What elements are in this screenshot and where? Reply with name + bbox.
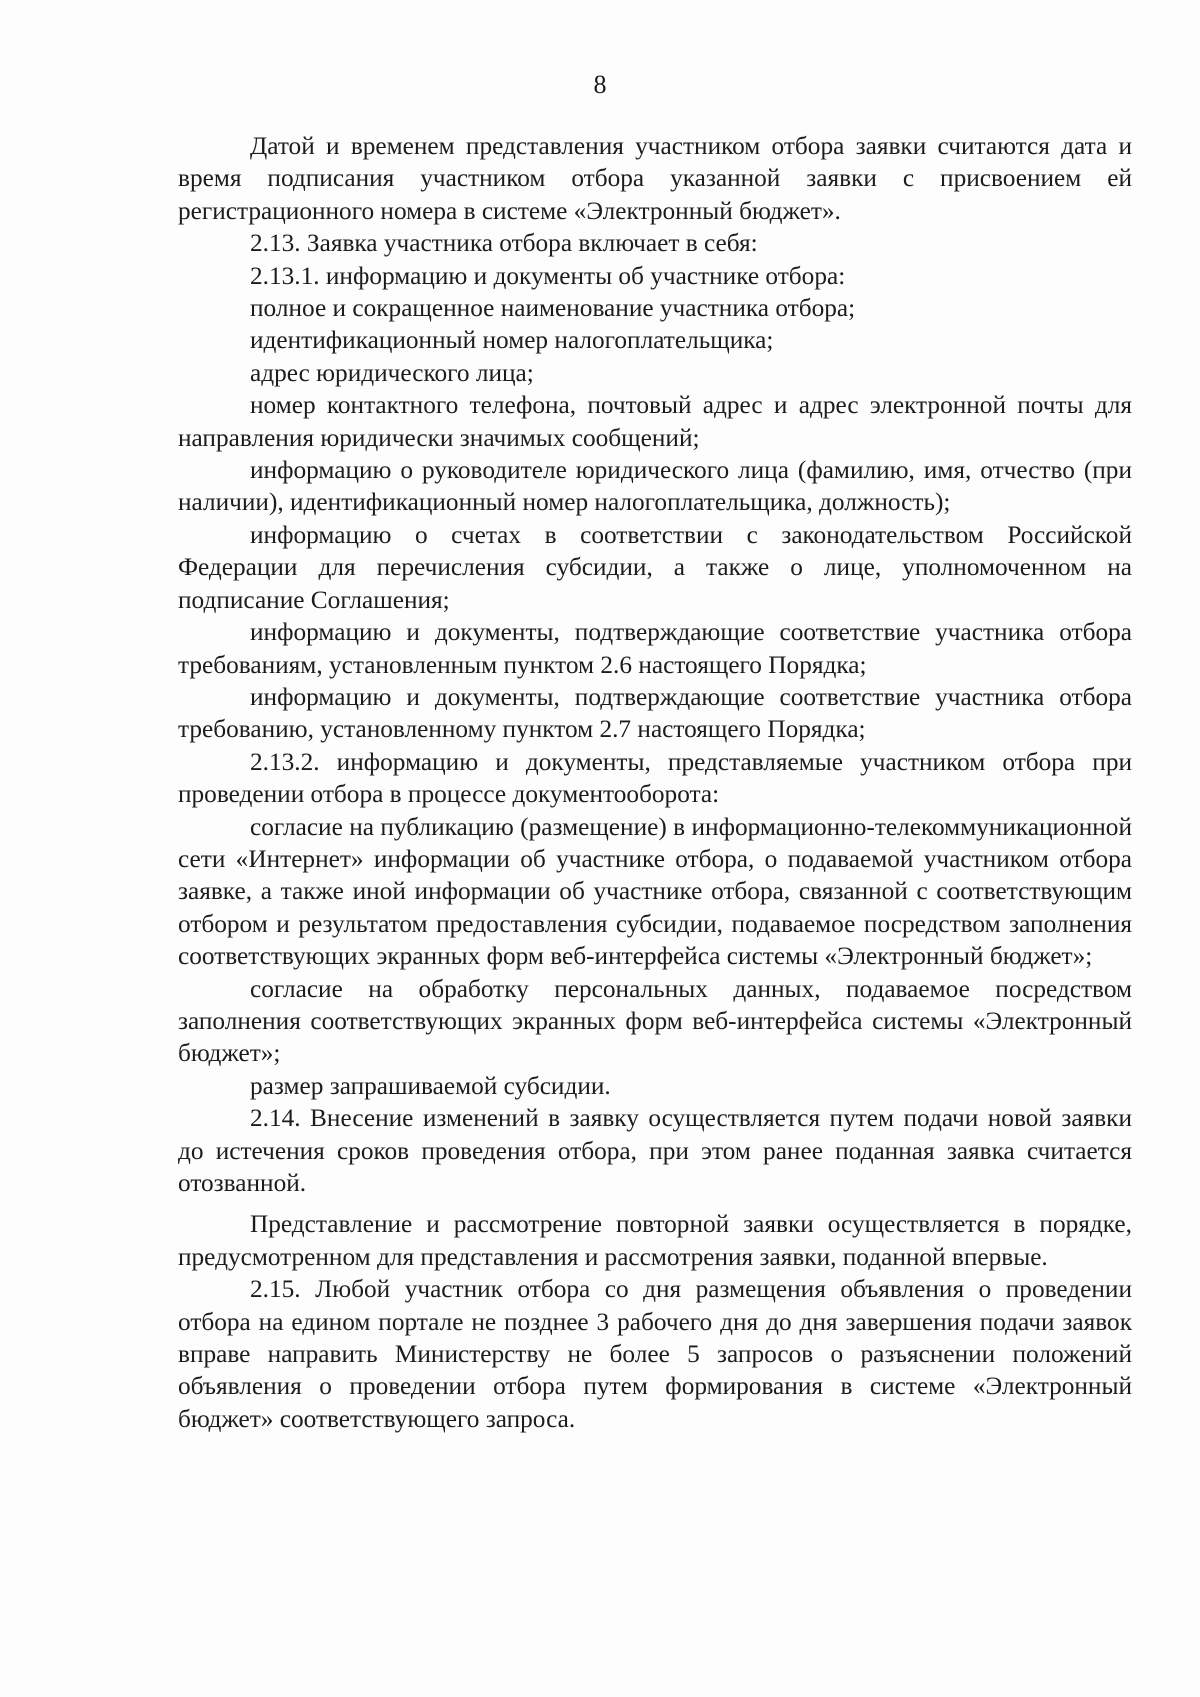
paragraph-2-14: 2.14. Внесение изменений в заявку осуществляется путем подачи новой заявки до истечения сроков проведения отбора, при этом ранее поданная заявка считается отозванной.: [178, 1104, 1132, 1197]
list-item-inn: идентификационный номер налогоплательщика;: [250, 326, 774, 355]
list-item-subsidy-amount: размер запрашиваемой субсидии.: [250, 1071, 611, 1100]
list-item-contacts: номер контактного телефона, почтовый адрес и адрес электронной почты для направления юридически значимых сообщений;: [178, 391, 1132, 452]
list-item-personal-data-consent: согласие на обработку персональных данных, подаваемое посредством заполнения соответствующих экранных форм веб-интерфейса системы «Электронный бюджет»;: [178, 974, 1132, 1068]
list-item-accounts: информацию о счетах в соответствии с законодательством Российской Федерации для перечисления субсидии, а также о лице, уполномоченном на подписание Соглашения;: [178, 520, 1132, 614]
paragraph-2-13-1: 2.13.1. информацию и документы об участнике отбора:: [250, 261, 846, 290]
document-body: [178, 130, 1132, 1435]
page-number: 8: [593, 70, 607, 99]
paragraph-2-13: 2.13. Заявка участника отбора включает в себя:: [250, 229, 758, 258]
list-item-publication-consent: согласие на публикацию (размещение) в информационно-телекоммуникационной сети «Интернет» информации об участнике отбора, о подаваемой участником отбора заявке, а также иной информации об участнике отбора, связанной с соответствующим отбором и результатом предоставления субсидии, подаваемое посредством заполнения соответствующих экранных форм веб-интерфейса системы «Электронный бюджет»;: [178, 812, 1132, 971]
list-item-requirement-2-7: информацию и документы, подтверждающие соответствие участника отбора требованию, установленному пунктом 2.7 настоящего Порядка;: [178, 682, 1132, 744]
paragraph-repeat-application: Представление и рассмотрение повторной заявки осуществляется в порядке, предусмотренном для представления и рассмотрения заявки, поданной впервые.: [178, 1210, 1132, 1271]
paragraph-submission-date: Датой и временем представления участником отбора заявки считаются дата и время подписания участником отбора указанной заявки с присвоением ей регистрационного номера в системе «Электронный бюджет».: [178, 132, 1132, 225]
paragraph-2-13-2: 2.13.2. информацию и документы, представляемые участником отбора при проведении отбора в процессе документооборота:: [178, 747, 1132, 809]
list-item-requirements-2-6: информацию и документы, подтверждающие соответствие участника отбора требованиям, установленным пунктом 2.6 настоящего Порядка;: [178, 618, 1132, 679]
list-item-head-info: информацию о руководителе юридического лица (фамилию, имя, отчество (при наличии), идентификационный номер налогоплательщика, должность);: [178, 456, 1132, 517]
list-item-legal-address: адрес юридического лица;: [250, 358, 534, 387]
list-item-full-name: полное и сокращенное наименование участника отбора;: [250, 294, 856, 323]
paragraph-2-15: 2.15. Любой участник отбора со дня размещения объявления о проведении отбора на едином портале не позднее 3 рабочего дня до дня завершения подачи заявок вправе направить Министерству не более 5 запросов о разъяснении положений объявления о проведении отбора путем формирования в системе «Электронный бюджет» соответствующего запроса.: [178, 1275, 1132, 1433]
